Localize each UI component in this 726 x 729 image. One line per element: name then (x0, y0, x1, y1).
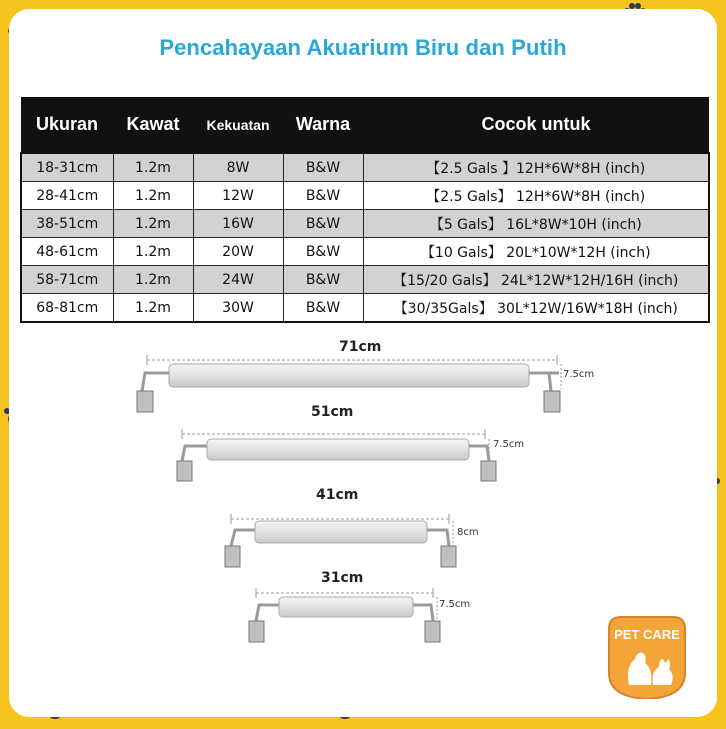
cell-color: B&W (283, 238, 363, 266)
cell-power: 24W (193, 266, 283, 294)
light-fixture-71cm (137, 339, 594, 412)
cell-suitable-for: 【2.5 Gals 】12H*6W*8H (inch) (363, 153, 709, 182)
light-fixture-41cm (225, 487, 479, 567)
cell-suitable-for: 【5 Gals】 16L*8W*10H (inch) (363, 210, 709, 238)
cell-size: 48-61cm (21, 238, 113, 266)
cell-size: 68-81cm (21, 294, 113, 323)
cell-wire: 1.2m (113, 238, 193, 266)
cell-power: 30W (193, 294, 283, 323)
logo-text: PET CARE (614, 627, 680, 642)
cell-power: 20W (193, 238, 283, 266)
cell-suitable-for: 【30/35Gals】 30L*12W/16W*18H (inch) (363, 294, 709, 323)
cell-power: 16W (193, 210, 283, 238)
cell-color: B&W (283, 182, 363, 210)
column-header-power: Kekuatan (193, 97, 283, 153)
cell-color: B&W (283, 210, 363, 238)
column-header-wire: Kawat (113, 97, 193, 153)
cell-wire: 1.2m (113, 266, 193, 294)
light-fixture-31cm (249, 570, 470, 642)
cell-size: 28-41cm (21, 182, 113, 210)
cell-color: B&W (283, 266, 363, 294)
cell-size: 58-71cm (21, 266, 113, 294)
page-title: Pencahayaan Akuarium Biru dan Putih (159, 35, 567, 60)
cell-wire: 1.2m (113, 210, 193, 238)
cell-color: B&W (283, 153, 363, 182)
pet-care-logo (603, 615, 691, 699)
cell-power: 12W (193, 182, 283, 210)
cell-wire: 1.2m (113, 153, 193, 182)
height-label: 7.5cm (493, 439, 525, 450)
column-header-suitable-for: Cocok untuk (363, 97, 709, 153)
length-label: 41cm (316, 487, 359, 503)
height-label: 7.5cm (439, 599, 471, 610)
product-card (9, 9, 717, 717)
length-label: 71cm (339, 339, 382, 355)
height-label: 8cm (457, 527, 479, 538)
cell-power: 8W (193, 153, 283, 182)
column-header-size: Ukuran (21, 97, 113, 153)
length-label: 31cm (321, 570, 364, 586)
column-header-color: Warna (283, 97, 363, 153)
light-fixture-51cm (177, 404, 524, 481)
height-label: 7.5cm (563, 369, 595, 380)
cell-size: 38-51cm (21, 210, 113, 238)
cell-wire: 1.2m (113, 294, 193, 323)
cell-wire: 1.2m (113, 182, 193, 210)
length-label: 51cm (311, 404, 354, 420)
cell-suitable-for: 【15/20 Gals】 24L*12W*12H/16H (inch) (363, 266, 709, 294)
cell-color: B&W (283, 294, 363, 323)
cell-suitable-for: 【2.5 Gals】 12H*6W*8H (inch) (363, 182, 709, 210)
cell-suitable-for: 【10 Gals】 20L*10W*12H (inch) (363, 238, 709, 266)
light-size-diagram (9, 9, 717, 717)
cell-size: 18-31cm (21, 153, 113, 182)
